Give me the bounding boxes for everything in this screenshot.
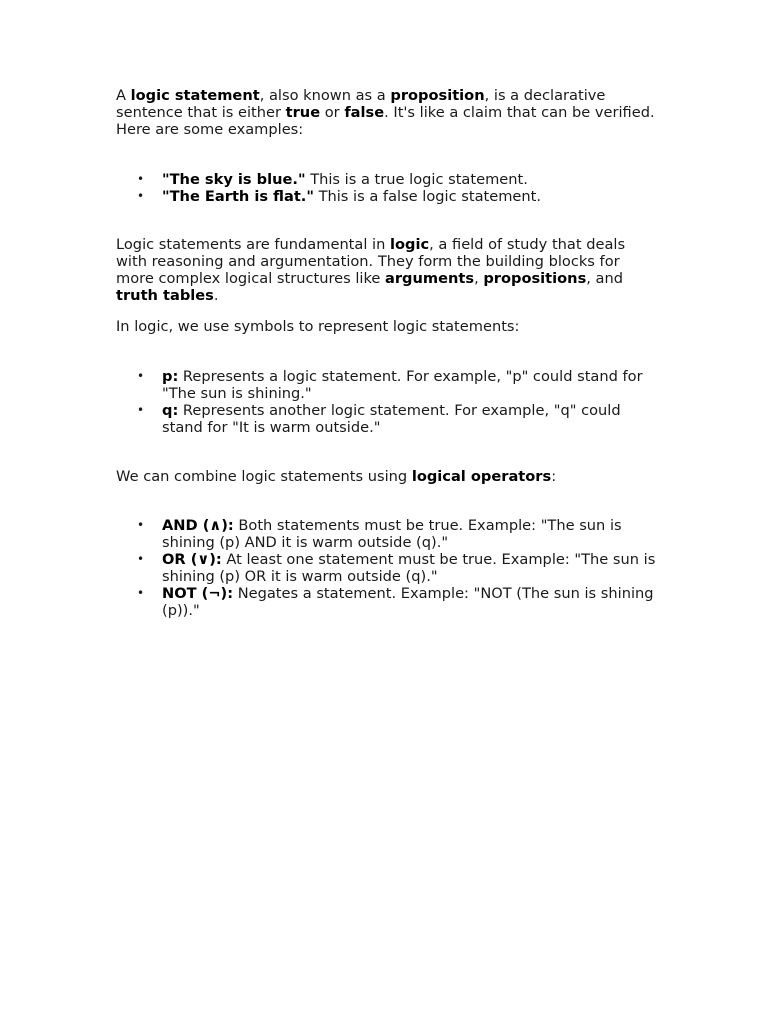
bullet-icon: •	[137, 586, 145, 600]
term-true: true	[285, 104, 321, 121]
operators-list	[116, 517, 656, 619]
fundamentals-paragraph: Logic statements are fundamental in logic, a field of study that deals with reasoning and argumentation. They form the building blocks for more complex logical structures like arguments, propositions, and truth tables.	[116, 236, 626, 304]
list-item: • "The sky is blue." This is a true logic statement.	[137, 171, 528, 188]
intro-paragraph: A logic statement, also known as a proposition, is a declarative sentence that is either true or false. It's like a claim that can be verified. Here are some examples:	[116, 87, 655, 138]
examples-list	[116, 171, 656, 205]
list-item: • p: Represents a logic statement. For example, "p" could stand for "The sun is shining."	[137, 368, 643, 402]
list-item: • q: Represents another logic statement. For example, "q" could stand for "It is warm outside."	[137, 402, 621, 436]
term-propositions: propositions	[483, 270, 587, 287]
list-item: • AND (∧): Both statements must be true. Example: "The sun is shining (p) AND it is warm outside (q)."	[137, 517, 622, 551]
operators-intro-paragraph: We can combine logic statements using logical operators:	[116, 468, 557, 485]
symbols-list	[116, 368, 656, 436]
symbols-intro-paragraph: In logic, we use symbols to represent logic statements:	[116, 318, 520, 335]
bullet-icon: •	[137, 552, 145, 566]
list-item: • NOT (¬): Negates a statement. Example: "NOT (The sun is shining (p))."	[137, 585, 654, 619]
document-body	[116, 87, 656, 619]
term-truth-tables: truth tables	[116, 287, 214, 304]
term-logic: logic	[390, 236, 430, 253]
term-arguments: arguments	[385, 270, 475, 287]
bullet-icon: •	[137, 172, 145, 186]
term-logical-operators: logical operators	[411, 468, 552, 485]
bullet-icon: •	[137, 369, 145, 383]
bullet-icon: •	[137, 403, 145, 417]
bullet-icon: •	[137, 518, 145, 532]
bullet-icon: •	[137, 189, 145, 203]
term-proposition: proposition	[390, 87, 485, 104]
term-false: false	[344, 104, 385, 121]
term-logic-statement: logic statement	[130, 87, 260, 104]
list-item: • OR (∨): At least one statement must be true. Example: "The sun is shining (p) OR it is warm outside (q)."	[137, 551, 656, 585]
list-item: • "The Earth is flat." This is a false logic statement.	[137, 188, 542, 205]
